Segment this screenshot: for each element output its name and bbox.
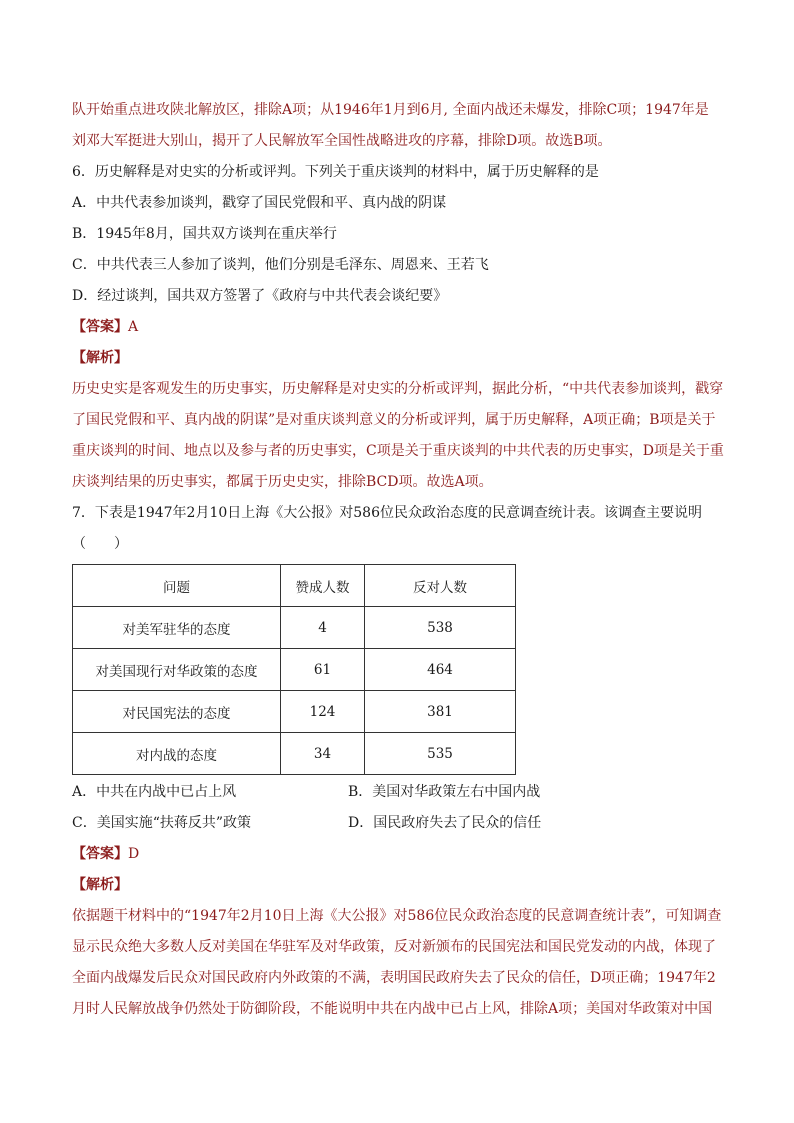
- q7-analysis-line: 月时人民解放战争仍然处于防御阶段，不能说明中共在内战中已占上风，排除A项；美国对华政策对中国: [72, 1001, 713, 1017]
- table-cell: 61: [281, 649, 365, 691]
- q6-analysis-line: 重庆谈判的时间、地点以及参与者的历史事实，C项是关于重庆谈判的中共代表的历史事实，D项是关于重: [72, 443, 724, 459]
- q7-stem-line: （ ）: [72, 536, 128, 552]
- table-header: 问题: [73, 565, 281, 607]
- table-cell: 对内战的态度: [73, 733, 281, 775]
- answer-value: A: [128, 319, 139, 335]
- answer-value: D: [128, 846, 140, 862]
- q7-options-row: [72, 777, 724, 808]
- table-cell: 4: [281, 607, 365, 649]
- table-cell: 381: [365, 691, 516, 733]
- q7-answer: [72, 839, 724, 870]
- answer-label: 【答案】: [72, 319, 128, 335]
- q6-analysis-label: 【解析】: [72, 350, 128, 366]
- table-cell: 对美军驻华的态度: [73, 607, 281, 649]
- survey-table: [72, 564, 516, 775]
- q6-option-a: A．中共代表参加谈判，戳穿了国民党假和平、真内战的阴谋: [72, 195, 447, 211]
- table-row: [73, 733, 516, 775]
- table-cell: 对民国宪法的态度: [73, 691, 281, 733]
- q6-option-c: C．中共代表三人参加了谈判，他们分别是毛泽东、周恩来、王若飞: [72, 257, 489, 273]
- q7-option-b: B．美国对华政策左右中国内战: [348, 784, 541, 800]
- q7-options-row: [72, 808, 724, 839]
- table-cell: 538: [365, 607, 516, 649]
- table-cell: 535: [365, 733, 516, 775]
- table-row: [73, 649, 516, 691]
- table-cell: 34: [281, 733, 365, 775]
- q7-analysis-line: 依据题干材料中的“1947年2月10日上海《大公报》对586位民众政治态度的民意调查统计表”，可知调查: [72, 908, 722, 924]
- table-cell: 464: [365, 649, 516, 691]
- q7-option-c: C．美国实施“扶蒋反共”政策: [72, 815, 252, 831]
- q7-stem-line: 7．下表是1947年2月10日上海《大公报》对586位民众政治态度的民意调查统计表。该调查主要说明: [72, 505, 702, 521]
- table-cell: 124: [281, 691, 365, 733]
- q6-analysis-line: 庆谈判结果的历史事实，都属于历史史实，排除BCD项。故选A项。: [72, 474, 493, 490]
- q7-analysis-line: 全面内战爆发后民众对国民政府内外政策的不满，表明国民政府失去了民众的信任，D项正确；1947年2: [72, 970, 716, 986]
- q6-option-b: B．1945年8月，国共双方谈判在重庆举行: [72, 226, 337, 242]
- q7-option-a: A．中共在内战中已占上风: [72, 784, 237, 800]
- answer-label: 【答案】: [72, 846, 128, 862]
- q6-stem: 6．历史解释是对史实的分析或评判。下列关于重庆谈判的材料中，属于历史解释的是: [72, 164, 599, 180]
- table-header: 赞成人数: [281, 565, 365, 607]
- q6-answer: [72, 312, 724, 343]
- q6-option-d: D．经过谈判，国共双方签署了《政府与中共代表会谈纪要》: [72, 288, 448, 304]
- intro-line: 刘邓大军挺进大别山，揭开了人民解放军全国性战略进攻的序幕，排除D项。故选B项。: [72, 133, 612, 149]
- table-row: [73, 607, 516, 649]
- table-header: 反对人数: [365, 565, 516, 607]
- q7-analysis-label: 【解析】: [72, 877, 128, 893]
- table-row: [73, 691, 516, 733]
- q6-analysis-line: 历史史实是客观发生的历史事实，历史解释是对史实的分析或评判，据此分析，“中共代表参加谈判，戳穿: [72, 381, 724, 397]
- document-page: [72, 95, 724, 1025]
- q7-option-d: D．国民政府失去了民众的信任: [348, 815, 542, 831]
- q6-analysis-line: 了国民党假和平、真内战的阴谋”是对重庆谈判意义的分析或评判，属于历史解释，A项正确；B项是关于: [72, 412, 716, 428]
- table-cell: 对美国现行对华政策的态度: [73, 649, 281, 691]
- table-header-row: [73, 565, 516, 607]
- q7-analysis-line: 显示民众绝大多数人反对美国在华驻军及对华政策，反对新颁布的民国宪法和国民党发动的内战，体现了: [72, 939, 716, 955]
- intro-line: 队开始重点进攻陕北解放区，排除A项；从1946年1月到6月, 全面内战还未爆发，排除C项；1947年是: [72, 102, 709, 118]
